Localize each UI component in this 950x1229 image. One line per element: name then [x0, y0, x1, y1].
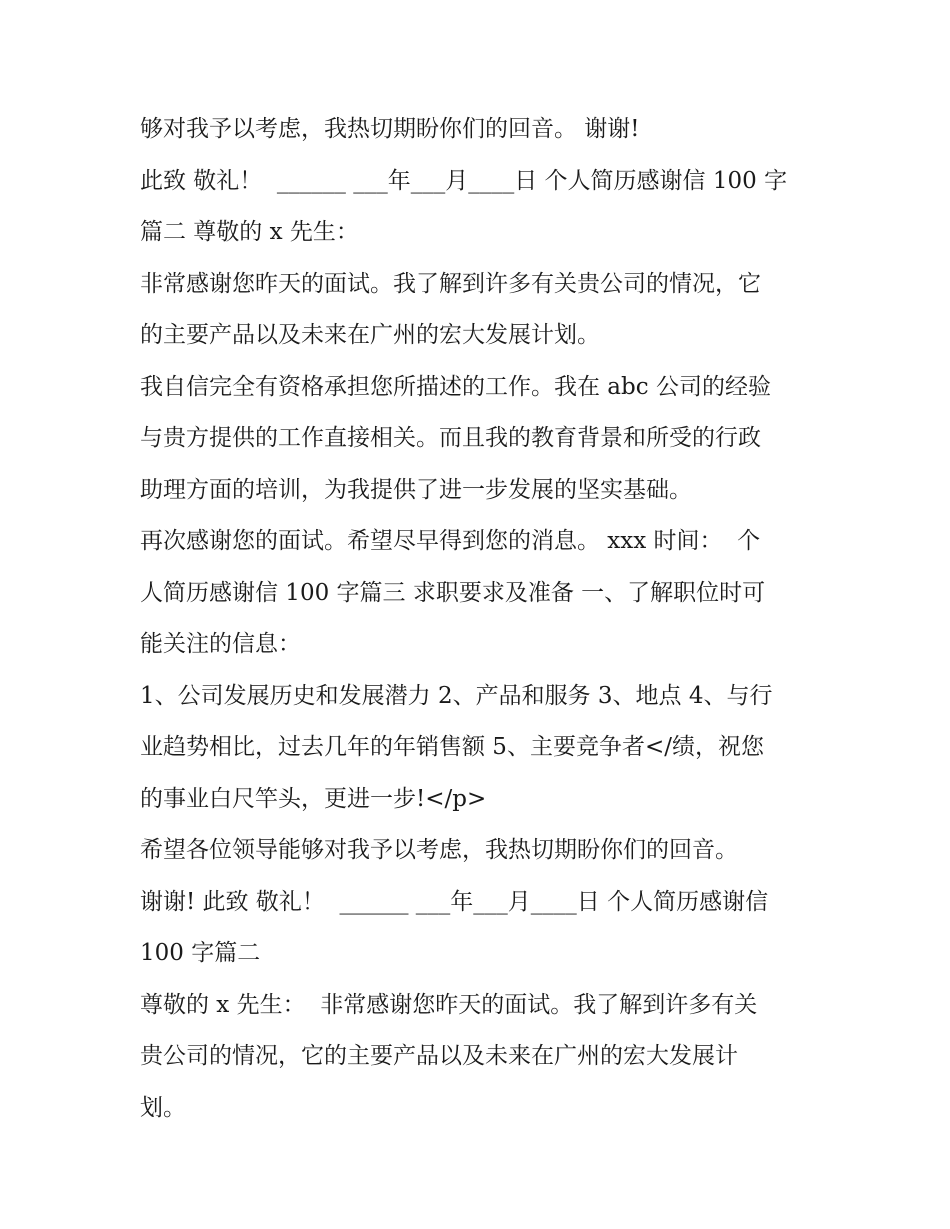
text-line: 谢谢! 此致 敬礼！ ______ ___年___月____日 个人简历感谢信	[140, 888, 769, 915]
text-line: 够对我予以考虑，我热切期盼你们的回音。 谢谢!	[140, 116, 640, 142]
text-line: 1、公司发展历史和发展潜力 2、产品和服务 3、地点 4、与行	[140, 682, 773, 709]
text-line: 能关注的信息：	[140, 631, 301, 657]
text-line: 篇二 尊敬的 x 先生：	[140, 219, 359, 245]
text-line: 100 字篇二	[140, 940, 261, 966]
text-line: 希望各位领导能够对我予以考虑，我热切期盼你们的回音。	[140, 837, 738, 863]
text-line: 再次感谢您的面试。希望尽早得到您的消息。 xxx 时间： 个	[140, 528, 761, 554]
text-line: 的主要产品以及未来在广州的宏大发展计划。	[140, 322, 600, 348]
text-line: 业趋势相比，过去几年的年销售额 5、主要竞争者</绩，祝您	[140, 734, 764, 760]
text-line: 此致 敬礼！ ______ ___年___月____日 个人简历感谢信 100 字	[140, 167, 788, 194]
text-line: 尊敬的 x 先生： 非常感谢您昨天的面试。我了解到许多有关	[140, 991, 758, 1018]
text-line: 人简历感谢信 100 字篇三 求职要求及准备 一、了解职位时可	[140, 579, 766, 606]
text-line: 非常感谢您昨天的面试。我了解到许多有关贵公司的情况，它	[140, 270, 761, 297]
text-line: 贵公司的情况，它的主要产品以及未来在广州的宏大发展计	[140, 1043, 738, 1069]
text-line: 划。	[140, 1094, 186, 1121]
body-text	[140, 104, 830, 1134]
text-line: 我自信完全有资格承担您所描述的工作。我在 abc 公司的经验	[140, 373, 771, 400]
text-line: 助理方面的培训，为我提供了进一步发展的坚实基础。	[140, 476, 692, 503]
text-line: 的事业白尺竿头，更进一步!</p>	[140, 785, 487, 812]
text-line: 与贵方提供的工作直接相关。而且我的教育背景和所受的行政	[140, 425, 761, 451]
